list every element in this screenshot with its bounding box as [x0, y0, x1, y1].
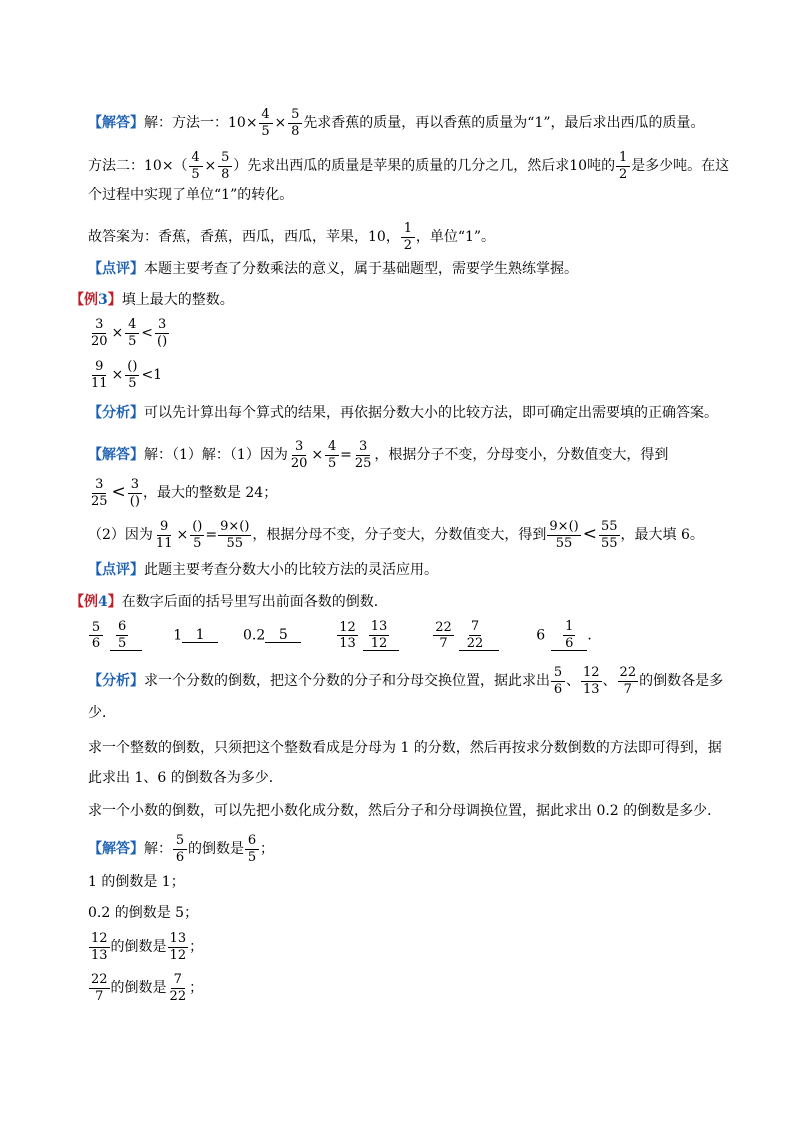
ex3-q2: $\frac{9}{11}$ × $\frac{()}{5}$ <1: [91, 359, 163, 391]
fraction: $\frac{()}{5}$: [127, 359, 138, 391]
ex4-p4: 求一个小数的倒数，可以先把小数化成分数，然后分子和分母调换位置，据此求出 0.2 的倒数是多少．: [88, 803, 722, 819]
fraction: $\frac{4}{5}$: [259, 108, 273, 138]
ex4-items: $\frac{5}{6}$ $\frac{6}{5}$ 1 1 0.2 5 $\frac{12}{13}$ $\frac{13}{12}$ $\frac{22}{7}$ $\frac{7}{22}$ 6 $\frac{1}{6}$ ．: [88, 620, 601, 651]
ex4-sol3: 0.2 的倒数是 5；: [88, 905, 199, 921]
fraction: $\frac{5}{6}$: [89, 621, 103, 651]
answer-tag: 【解答】: [88, 841, 144, 858]
fraction: $\frac{22}{7}$: [91, 972, 108, 1004]
comment-tag: 【点评】: [88, 562, 144, 578]
comment-tag: 【点评】: [88, 261, 144, 277]
fraction: $\frac{4}{5}$: [325, 440, 339, 470]
fraction: $\frac{13}{12}$: [169, 931, 187, 963]
example-tag: 【例4】: [70, 594, 122, 610]
answer-blank: 5: [265, 628, 301, 643]
b1-line2: 方法二：10×（ $\frac{4}{5}$ × $\frac{5}{8}$ ）先求出西瓜的质量是苹果的质量的几分之几，然后求10吨的 $\frac{1}{2}$ 是多少吨。在这: [88, 150, 730, 182]
fraction: $\frac{4}{5}$: [189, 151, 203, 181]
fraction: $\frac{3}{()}$: [129, 477, 140, 509]
example-tag: 【例3】: [70, 292, 122, 308]
ex4-analysis: 【分析】求一个分数的倒数，把这个分数的分子和分母交换位置，据此求出 $\frac{5}{6}$ 、 $\frac{12}{13}$ 、 $\frac{22}{7}$ 的倒数各是多: [88, 665, 724, 697]
fraction: $\frac{5}{8}$: [218, 151, 232, 181]
fraction: $\frac{3}{20}$: [290, 439, 308, 471]
fraction: $\frac{1}{2}$: [401, 222, 415, 252]
b1-line3: 个过程中实现了单位“1”的转化。: [88, 187, 294, 203]
fraction: $\frac{12}{13}$: [339, 619, 356, 652]
ex3-answer1: 【解答】解：（1）解：（1）因为 $\frac{3}{20}$ × $\frac{4}{5}$ = $\frac{3}{25}$ ，根据分子不变，分母变小，分数值变大，得到: [88, 439, 669, 471]
ex3-analysis: 【分析】可以先计算出每个算式的结果，再依据分数大小的比较方法，即可确定出需要填的正确答案。: [88, 405, 718, 421]
ex4-sol1: 【解答】解： $\frac{5}{6}$ 的倒数是 $\frac{6}{5}$ ；: [88, 833, 274, 865]
fraction: $\frac{3}{25}$: [354, 439, 372, 471]
ex4-sol5: $\frac{22}{7}$ 的倒数是 $\frac{7}{22}$ ；: [91, 972, 204, 1004]
ex4-p2: 求一个整数的倒数，只须把这个整数看成是分母为 1 的分数，然后再按求分数倒数的方法即可得到，据: [88, 740, 722, 756]
ex3-q1: $\frac{3}{20}$ × $\frac{4}{5}$ < $\frac{3}{()}$: [91, 317, 168, 349]
text: 是多少吨。在这: [631, 158, 730, 175]
fraction: $\frac{5}{8}$: [288, 108, 302, 138]
fraction: $\frac{22}{7}$: [619, 665, 637, 697]
fraction: $\frac{5}{6}$: [173, 834, 187, 864]
fraction: $\frac{4}{5}$: [125, 318, 139, 348]
fraction: $\frac{3}{20}$: [91, 317, 108, 349]
fraction: $\frac{7}{22}$: [169, 972, 187, 1004]
fraction: $\frac{9}{11}$: [155, 519, 173, 551]
ex4-sol4: $\frac{12}{13}$ 的倒数是 $\frac{13}{12}$ ；: [91, 931, 204, 963]
answer-tag: 【解答】: [88, 115, 144, 132]
text: ）先求出西瓜的质量是苹果的质量的几分之几，然后求10吨的: [233, 158, 616, 175]
answer-tag: 【解答】: [88, 447, 144, 464]
text: 方法二：10×（: [88, 158, 188, 175]
fraction: $\frac{6}{5}$: [245, 834, 259, 864]
fraction: $\frac{3}{()}$: [157, 317, 168, 349]
b1-line4: 故答案为：香蕉，香蕉，西瓜，西瓜，苹果，10， $\frac{1}{2}$ ，单位“1”。: [88, 221, 496, 253]
ex3-title: 【例3】填上最大的整数。: [70, 292, 234, 308]
b1-comment: 【点评】本题主要考查了分数乘法的意义，属于基础题型，需要学生熟练掌握。: [88, 261, 578, 277]
answer-blank: $\frac{13}{12}$: [363, 620, 400, 651]
fraction: $\frac{9\times()}{55}$: [220, 519, 250, 551]
ex4-p3: 此求出 1、6 的倒数各为多少．: [88, 770, 283, 786]
fraction: $\frac{22}{7}$: [435, 619, 452, 652]
answer-blank: $\frac{1}{6}$: [551, 620, 587, 651]
ex4-analysis-cont: 少．: [88, 705, 116, 721]
ex4-title: 【例4】在数字后面的括号里写出前面各数的倒数．: [70, 594, 388, 610]
fraction: $\frac{12}{13}$: [91, 931, 108, 963]
answer-blank: $\frac{6}{5}$: [110, 620, 142, 651]
ex4-sol2: 1 的倒数是 1；: [88, 874, 185, 890]
ex3-comment: 【点评】此题主要考查分数大小的比较方法的灵活应用。: [88, 562, 438, 578]
fraction: $\frac{()}{5}$: [192, 519, 203, 551]
analysis-tag: 【分析】: [88, 673, 144, 690]
answer-blank: $\frac{7}{22}$: [459, 620, 500, 651]
ex3-answer2: $\frac{3}{25}$ < $\frac{3}{()}$ ，最大的整数是 24；: [91, 477, 278, 509]
analysis-tag: 【分析】: [88, 405, 144, 421]
fraction: $\frac{9}{11}$: [91, 359, 108, 391]
fraction: $\frac{5}{6}$: [551, 666, 565, 696]
fraction: $\frac{9\times()}{55}$: [549, 519, 579, 551]
ex3-answer3: （2）因为 $\frac{9}{11}$ × $\frac{()}{5}$ = $\frac{9\times()}{55}$ ，根据分母不变，分子变大，分数值变大，得到 $\frac{9\times()}{55}$ < $\frac{55}{55}$ ，最大填 6。: [88, 519, 704, 551]
text: 解：方法一：10×: [144, 115, 258, 132]
fraction: $\frac{12}{13}$: [583, 665, 600, 697]
fraction: $\frac{55}{55}$: [600, 519, 618, 551]
b1-line1: 【解答】解：方法一：10× $\frac{4}{5}$ × $\frac{5}{8}$ 先求香蕉的质量，再以香蕉的质量为“1”，最后求出西瓜的质量。: [88, 107, 705, 139]
fraction: $\frac{1}{2}$: [616, 151, 630, 181]
fraction: $\frac{3}{25}$: [91, 477, 108, 509]
text: 先求香蕉的质量，再以香蕉的质量为“1”，最后求出西瓜的质量。: [303, 115, 705, 132]
answer-blank: 1: [182, 628, 218, 643]
